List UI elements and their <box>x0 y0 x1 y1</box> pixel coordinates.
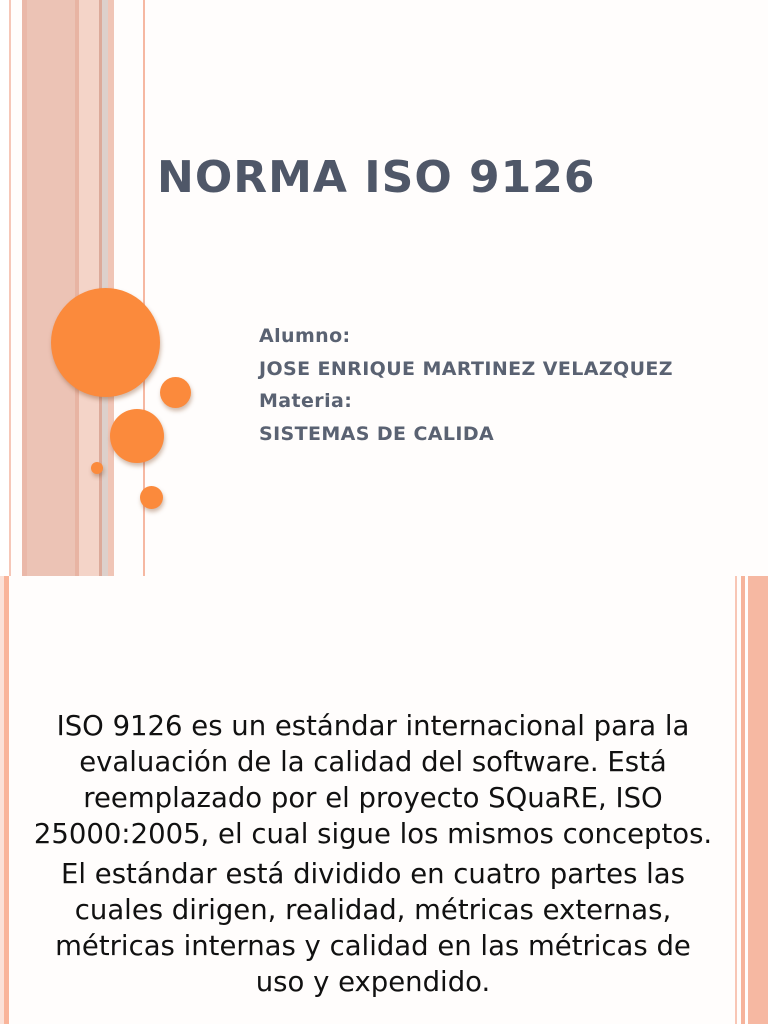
decorative-stripe <box>735 576 737 1024</box>
decorative-stripe <box>741 576 745 1024</box>
decorative-stripe <box>748 576 768 1024</box>
decorative-stripe <box>27 0 75 576</box>
decorative-circle-small <box>140 486 163 509</box>
subject-label: Materia: <box>259 390 353 412</box>
decorative-circle-medium <box>110 409 164 463</box>
content-slide <box>0 576 768 1024</box>
decorative-stripe <box>4 576 9 1024</box>
paragraph: El estándar está dividido en cuatro partes las cuales dirigen, realidad, métricas externas, métricas internas y calidad en las métricas de uso y expendido. <box>55 858 691 998</box>
slide-title: NORMA ISO 9126 <box>157 152 596 203</box>
decorative-circle-small <box>160 377 191 408</box>
decorative-circle-tiny <box>91 462 103 474</box>
decorative-stripe <box>9 0 11 576</box>
student-name: JOSE ENRIQUE MARTINEZ VELAZQUEZ <box>259 357 673 380</box>
subject-name: SISTEMAS DE CALIDA <box>259 422 495 445</box>
slide-subtitle <box>259 320 673 450</box>
slide-body <box>28 708 718 1004</box>
decorative-stripe <box>0 0 9 576</box>
decorative-circle-large <box>51 288 160 397</box>
student-label: Alumno: <box>259 325 351 347</box>
paragraph: ISO 9126 es un estándar internacional para la evaluación de la calidad del software. Está reemplazado por el proyecto SQuaRE, ISO 25000:2005, el cual sigue los mismos conceptos. <box>33 710 713 850</box>
